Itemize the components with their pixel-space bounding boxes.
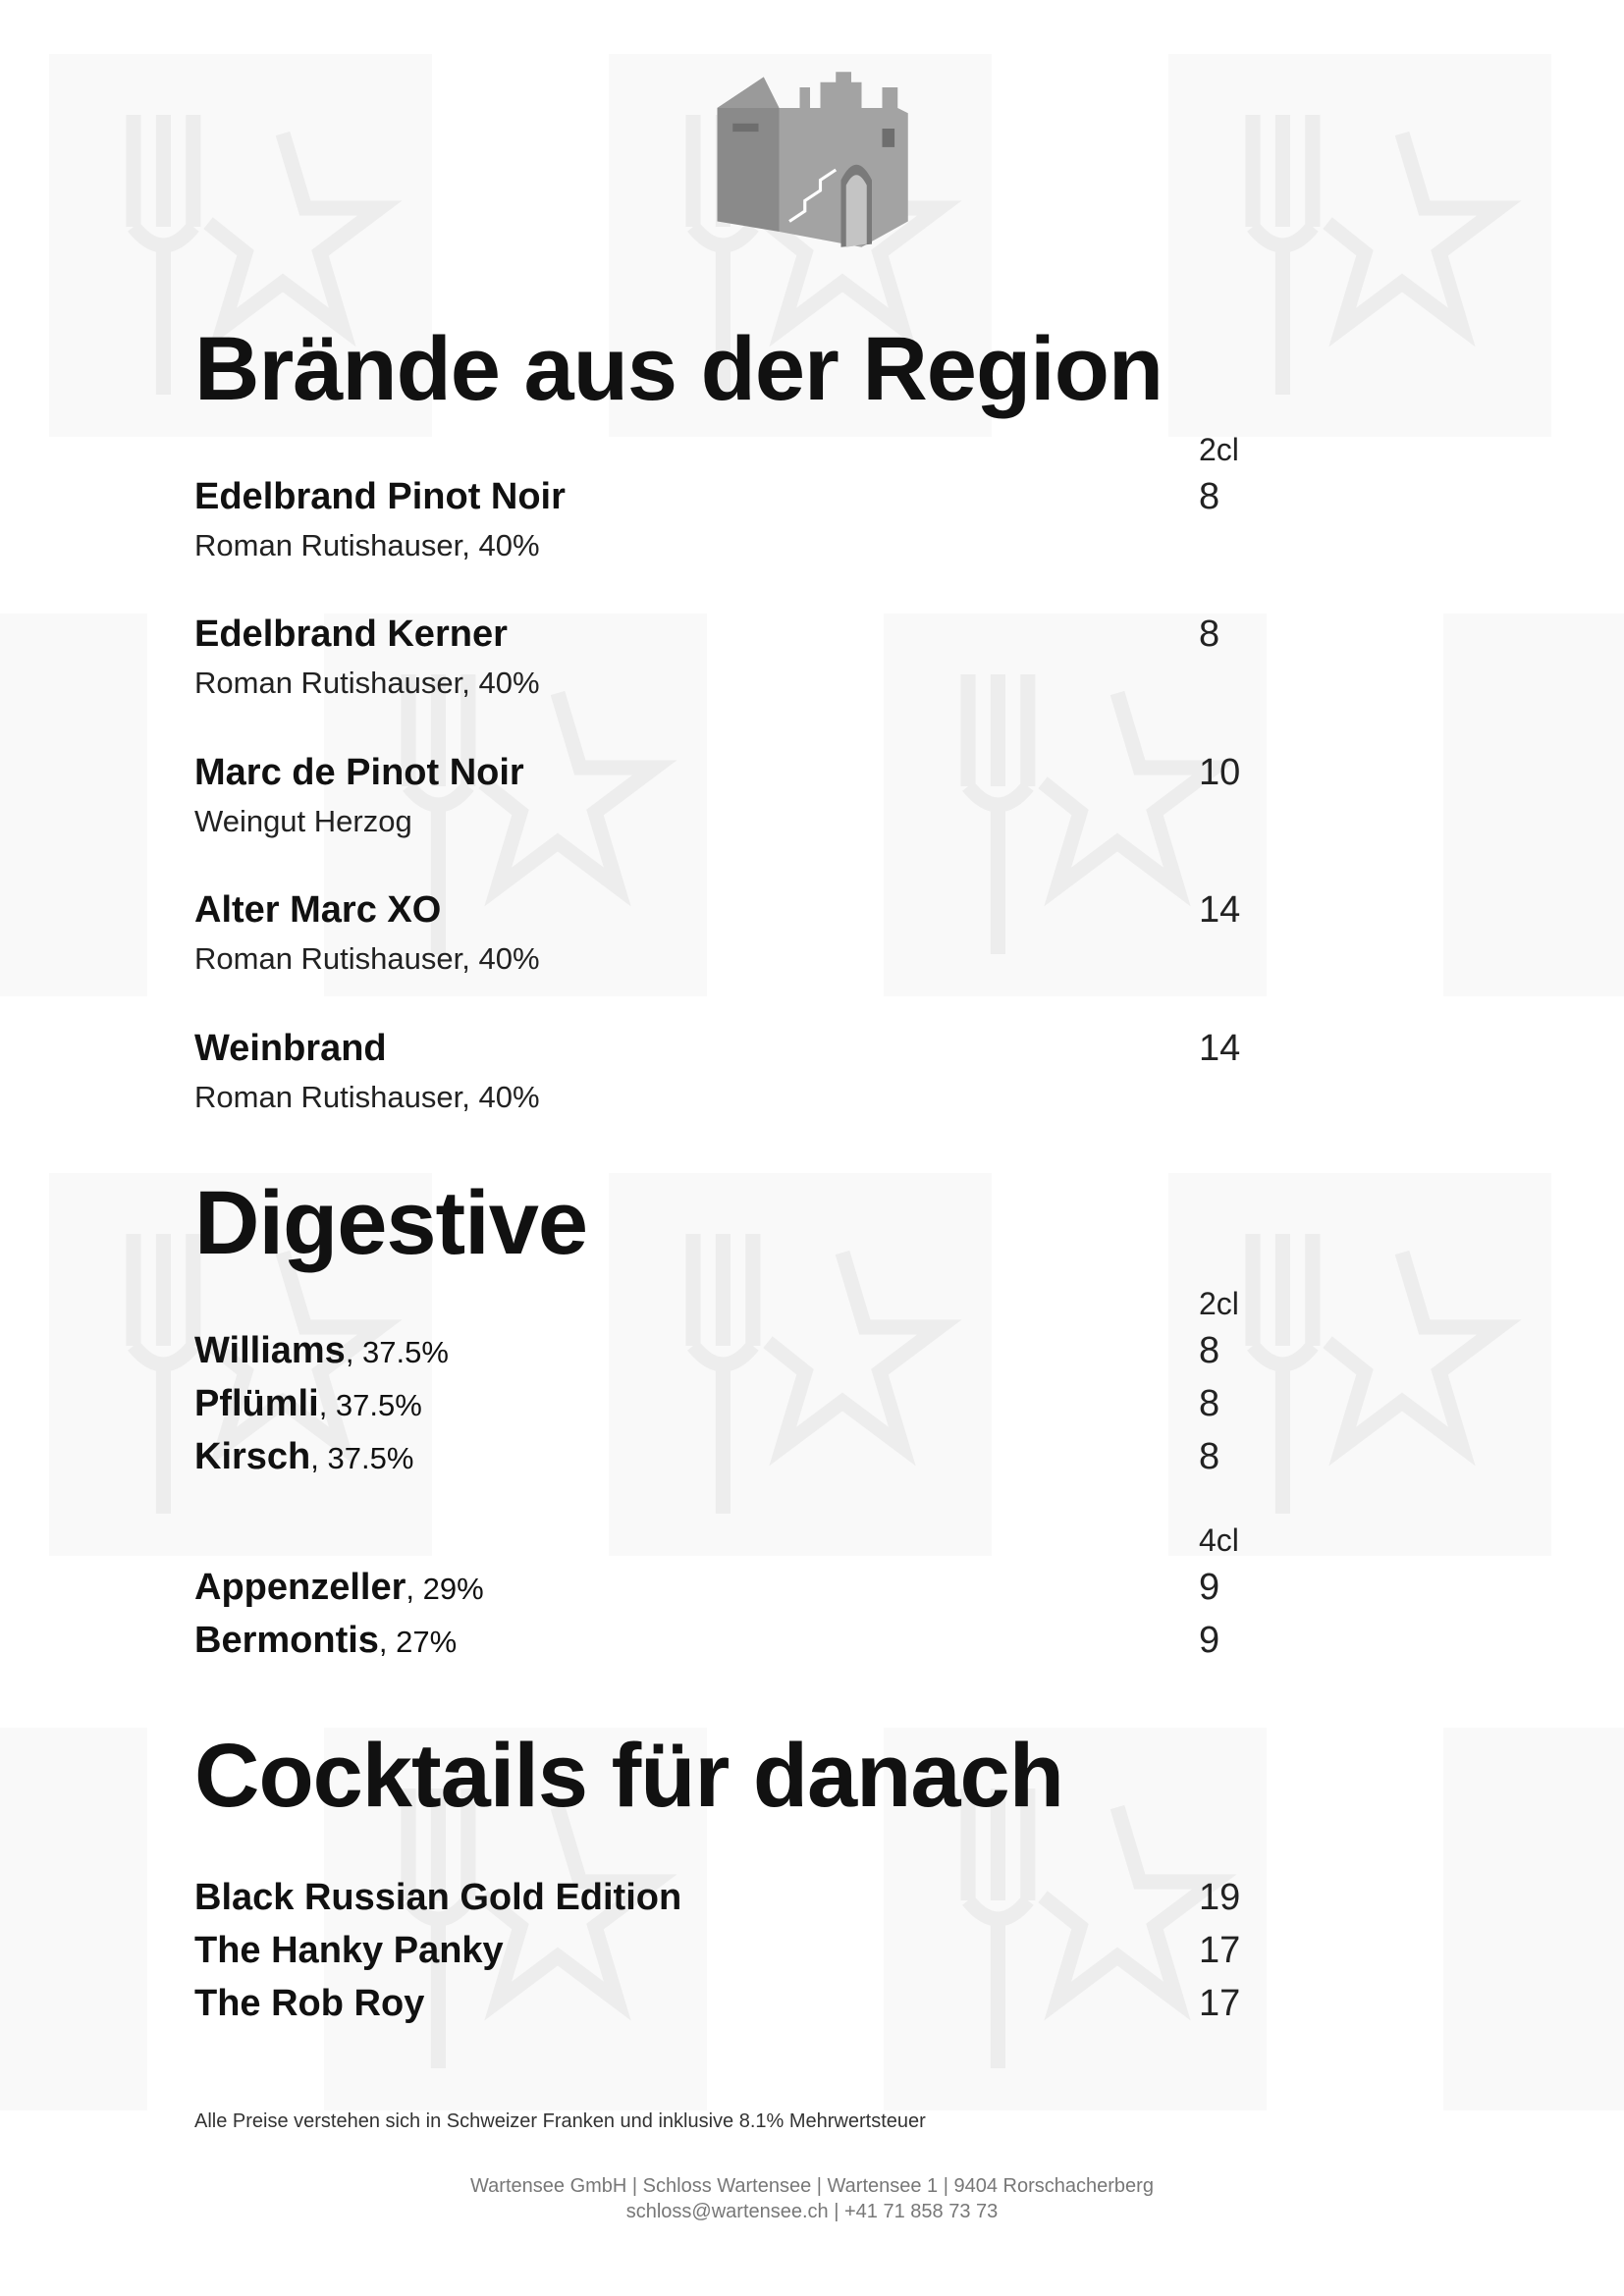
- menu-item-name: Edelbrand Pinot Noir: [194, 476, 566, 517]
- menu-item-name: Bermontis, 27%: [194, 1620, 458, 1661]
- menu-item-name: Appenzeller, 29%: [194, 1567, 484, 1608]
- menu-item-description: Roman Rutishauser, 40%: [194, 528, 540, 562]
- menu-item-name: The Rob Roy: [194, 1983, 425, 2024]
- price-footnote: Alle Preise verstehen sich in Schweizer Franken und inklusive 8.1% Mehrwertsteuer: [194, 2110, 926, 2132]
- watermark-tile: [1168, 1173, 1551, 1556]
- menu-item-price: 8: [1199, 1383, 1220, 1424]
- watermark-tile: [884, 614, 1267, 996]
- watermark-tile: [609, 1173, 992, 1556]
- menu-item-description: Roman Rutishauser, 40%: [194, 666, 540, 700]
- unit-label-2cl: 2cl: [1199, 1286, 1239, 1321]
- menu-item-name: Marc de Pinot Noir: [194, 752, 524, 793]
- menu-item-name: Kirsch, 37.5%: [194, 1436, 414, 1477]
- menu-item-name: Edelbrand Kerner: [194, 614, 508, 655]
- watermark-tile: [1443, 1728, 1624, 2110]
- menu-item-price: 17: [1199, 1930, 1241, 1971]
- menu-item-description: Roman Rutishauser, 40%: [194, 941, 540, 976]
- menu-item-description: Roman Rutishauser, 40%: [194, 1080, 540, 1114]
- section-title-cocktails: Cocktails für danach: [194, 1726, 1063, 1826]
- menu-item-name: Alter Marc XO: [194, 889, 442, 931]
- unit-label-2cl: 2cl: [1199, 432, 1239, 467]
- section-title-digestive: Digestive: [194, 1173, 588, 1273]
- menu-item-name: Weinbrand: [194, 1028, 387, 1069]
- menu-item-price: 9: [1199, 1620, 1220, 1661]
- menu-item-price: 9: [1199, 1567, 1220, 1608]
- watermark-tile: [1443, 614, 1624, 996]
- menu-item-price: 19: [1199, 1877, 1241, 1918]
- menu-item-name: Pflümli, 37.5%: [194, 1383, 422, 1424]
- menu-item-price: 8: [1199, 476, 1220, 517]
- footer-contact: schloss@wartensee.ch | +41 71 858 73 73: [625, 2201, 999, 2222]
- castle-logo-icon: [707, 67, 913, 273]
- watermark-tile: [1168, 54, 1551, 437]
- menu-item-name: Black Russian Gold Edition: [194, 1877, 682, 1918]
- menu-item-price: 14: [1199, 889, 1241, 931]
- menu-item-name: The Hanky Panky: [194, 1930, 504, 1971]
- menu-item-price: 8: [1199, 614, 1220, 655]
- unit-label-4cl: 4cl: [1199, 1522, 1239, 1558]
- footer-address: Wartensee GmbH | Schloss Wartensee | Wartensee 1 | 9404 Rorschacherberg: [470, 2175, 1154, 2197]
- menu-item-price: 8: [1199, 1330, 1220, 1371]
- watermark-tile: [0, 1728, 147, 2110]
- menu-item-price: 14: [1199, 1028, 1241, 1069]
- section-title-brande: Brände aus der Region: [194, 319, 1164, 419]
- watermark-tile: [0, 614, 147, 996]
- menu-item-price: 17: [1199, 1983, 1241, 2024]
- menu-item-price: 8: [1199, 1436, 1220, 1477]
- menu-item-name: Williams, 37.5%: [194, 1330, 449, 1371]
- menu-item-description: Weingut Herzog: [194, 804, 412, 838]
- menu-item-price: 10: [1199, 752, 1241, 793]
